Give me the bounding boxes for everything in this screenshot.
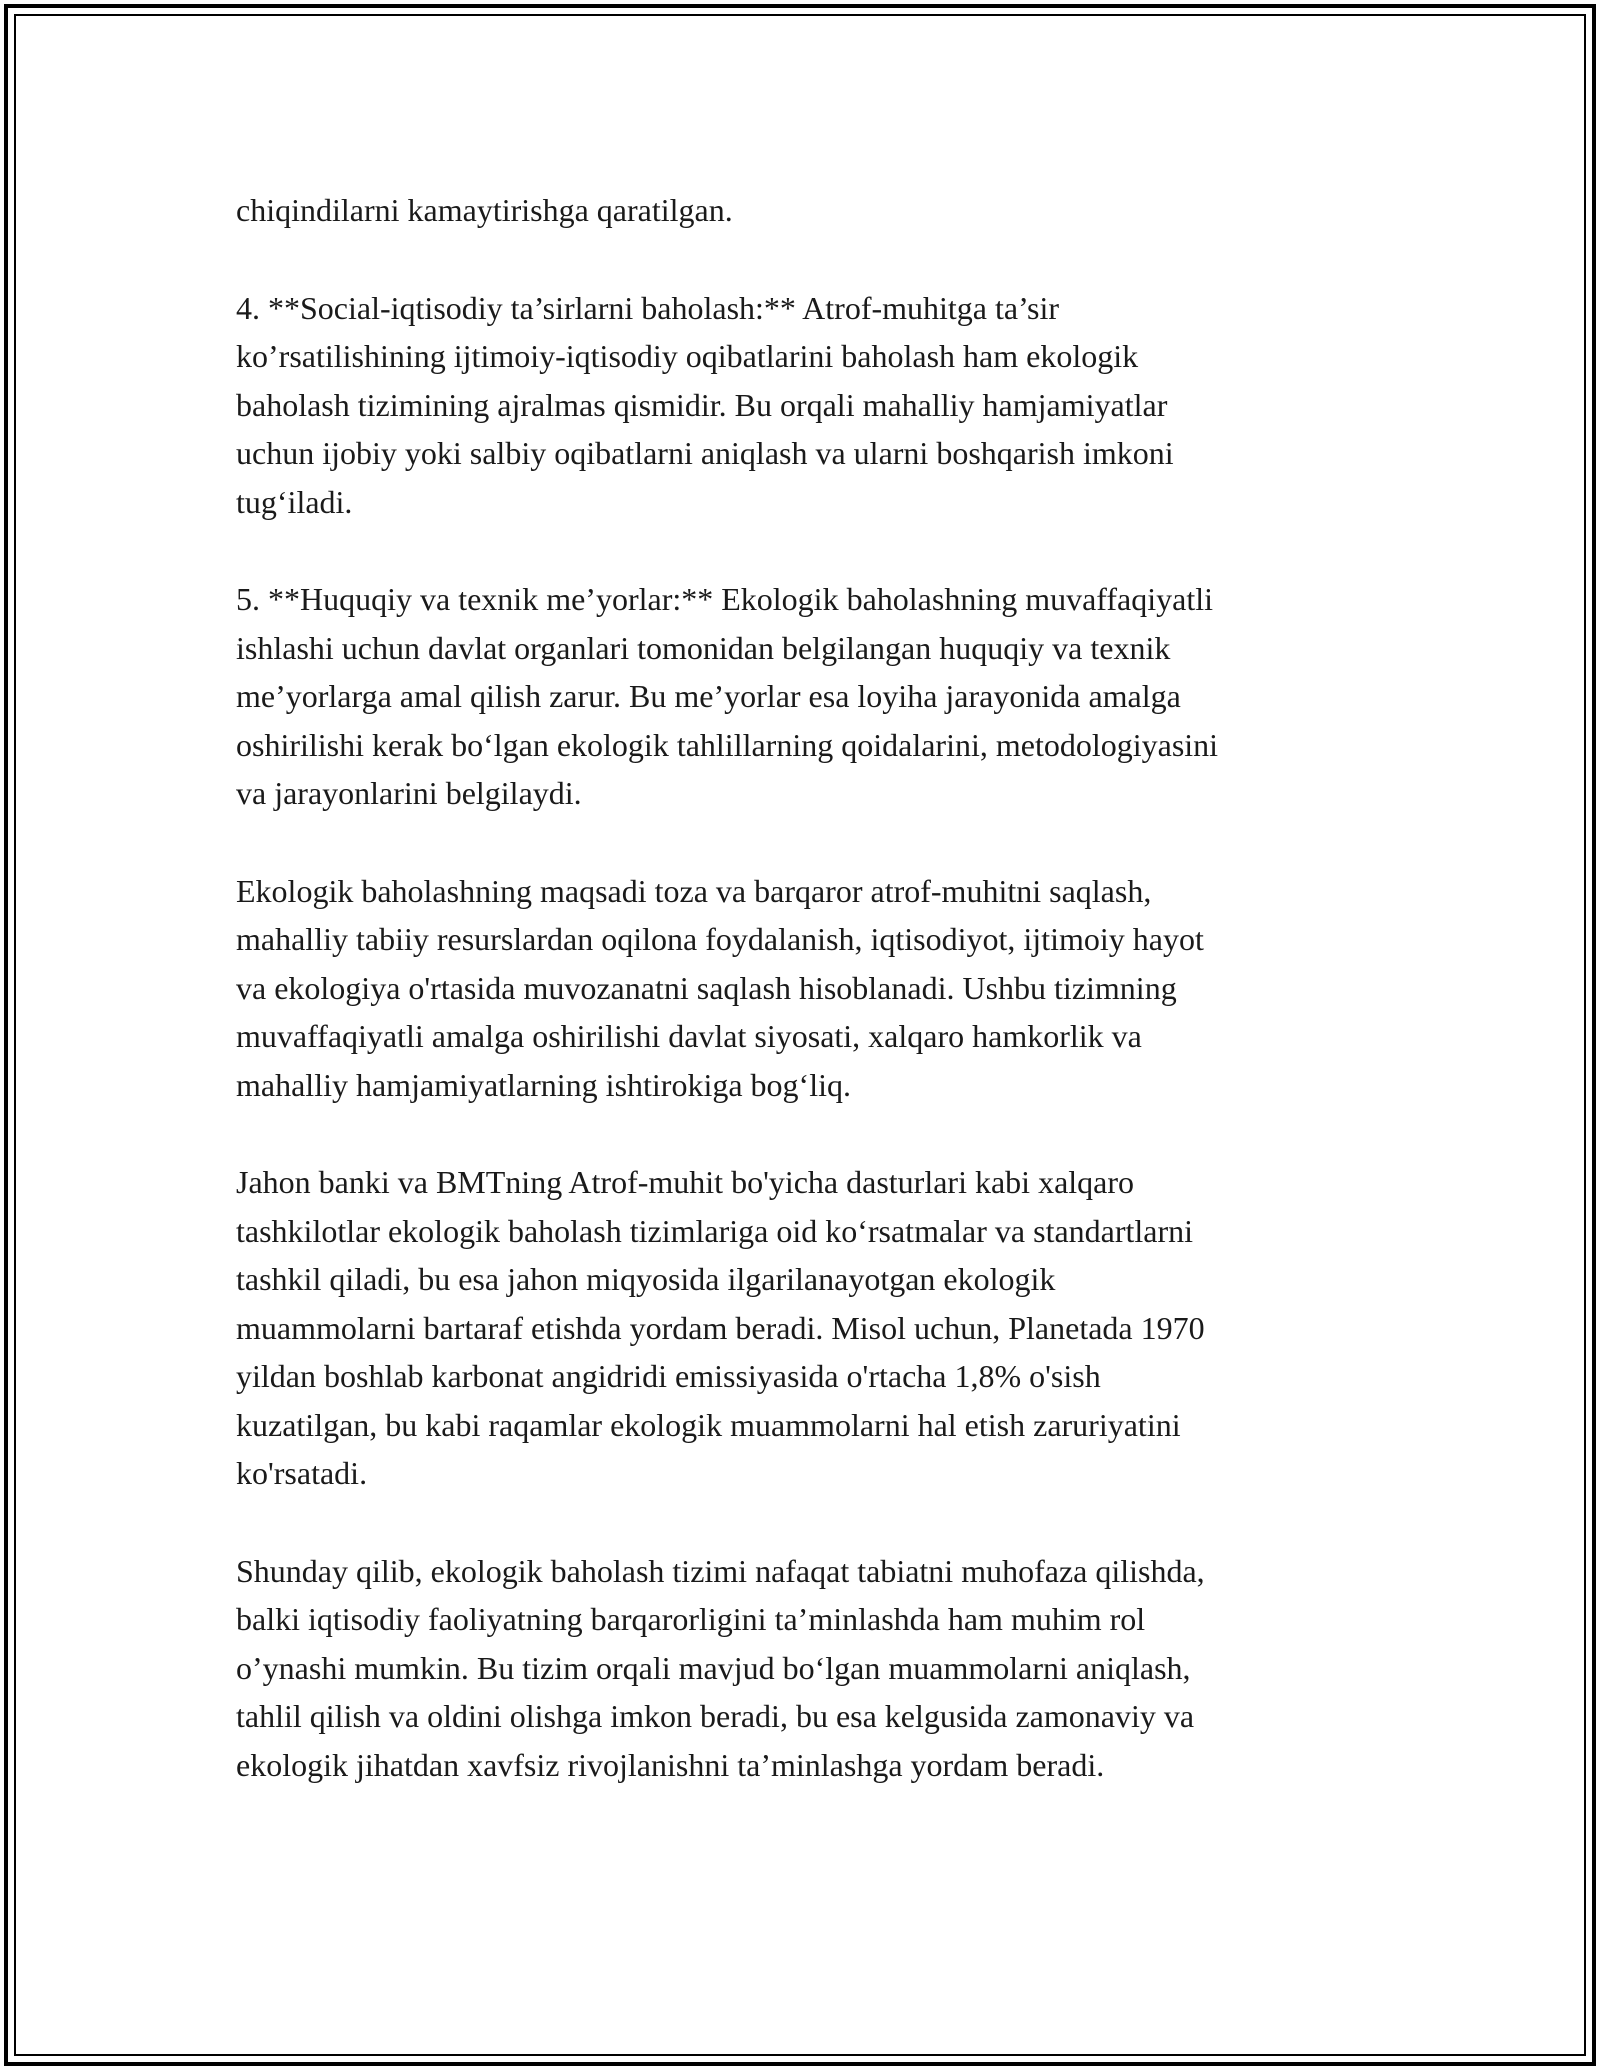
- paragraph-conclusion: Shunday qilib, ekologik baholash tizimi nafaqat tabiatni muhofaza qilishda, balki iqtisodiy faoliyatning barqarorligini ta’minlashda ham muhim rol o’ynashi mumkin. Bu tizim orqali mavjud bo‘lgan muammolarni aniqlash, tahlil qilish va oldini olishga imkon beradi, bu esa kelgusida zamonaviy va ekologik jihatdan xavfsiz rivojlanishni ta’minlashga yordam beradi.: [236, 1552, 1205, 1783]
- paragraph-continuation: chiqindilarni kamaytirishga qaratilgan.: [236, 192, 733, 228]
- paragraph-legal-technical-norms: 5. **Huquqiy va texnik me’yorlar:** Ekologik baholashning muvaffaqiyatli ishlashi uchun davlat organlari tomonidan belgilangan huquqiy va texnik me’yorlarga amal qilish zarur. Bu me’yorlar esa loyiha jarayonida amalga oshirilishi kerak bo‘lgan ekologik tahlillarning qoidalarini, metodologiyasini va jarayonlarini belgilaydi.: [236, 581, 1219, 811]
- document-body: [236, 186, 1376, 1838]
- paragraph-social-economic-impacts: 4. **Social-iqtisodiy ta’sirlarni baholash:** Atrof-muhitga ta’sir ko’rsatilishining ijtimoiy-iqtisodiy oqibatlarini baholash ham ekologik baholash tizimining ajralmas qismidir. Bu orqali mahalliy hamjamiyatlar uchun ijobiy yoki salbiy oqibatlarni aniqlash va ularni boshqarish imkoni tug‘iladi.: [236, 289, 1174, 520]
- paragraph-assessment-goal: Ekologik baholashning maqsadi toza va barqaror atrof-muhitni saqlash, mahalliy tabiiy resurslardan oqilona foydalanish, iqtisodiyot, ijtimoiy hayot va ekologiya o'rtasida muvozanatni saqlash hisoblanadi. Ushbu tizimning muvaffaqiyatli amalga oshirilishi davlat siyosati, xalqaro hamkorlik va mahalliy hamjamiyatlarning ishtirokiga bog‘liq.: [236, 872, 1204, 1103]
- paragraph-international-organizations: Jahon banki va BMTning Atrof-muhit bo'yicha dasturlari kabi xalqaro tashkilotlar ekologik baholash tizimlariga oid ko‘rsatmalar va standartlarni tashkil qiladi, bu esa jahon miqyosida ilgarilanayotgan ekologik muammolarni bartaraf etishda yordam beradi. Misol uchun, Planetada 1970 yildan boshlab karbonat angidridi emissiyasida o'rtacha 1,8% o'sish kuzatilgan, bu kabi raqamlar ekologik muammolarni hal etish zaruriyatini ko'rsatadi.: [236, 1164, 1205, 1491]
